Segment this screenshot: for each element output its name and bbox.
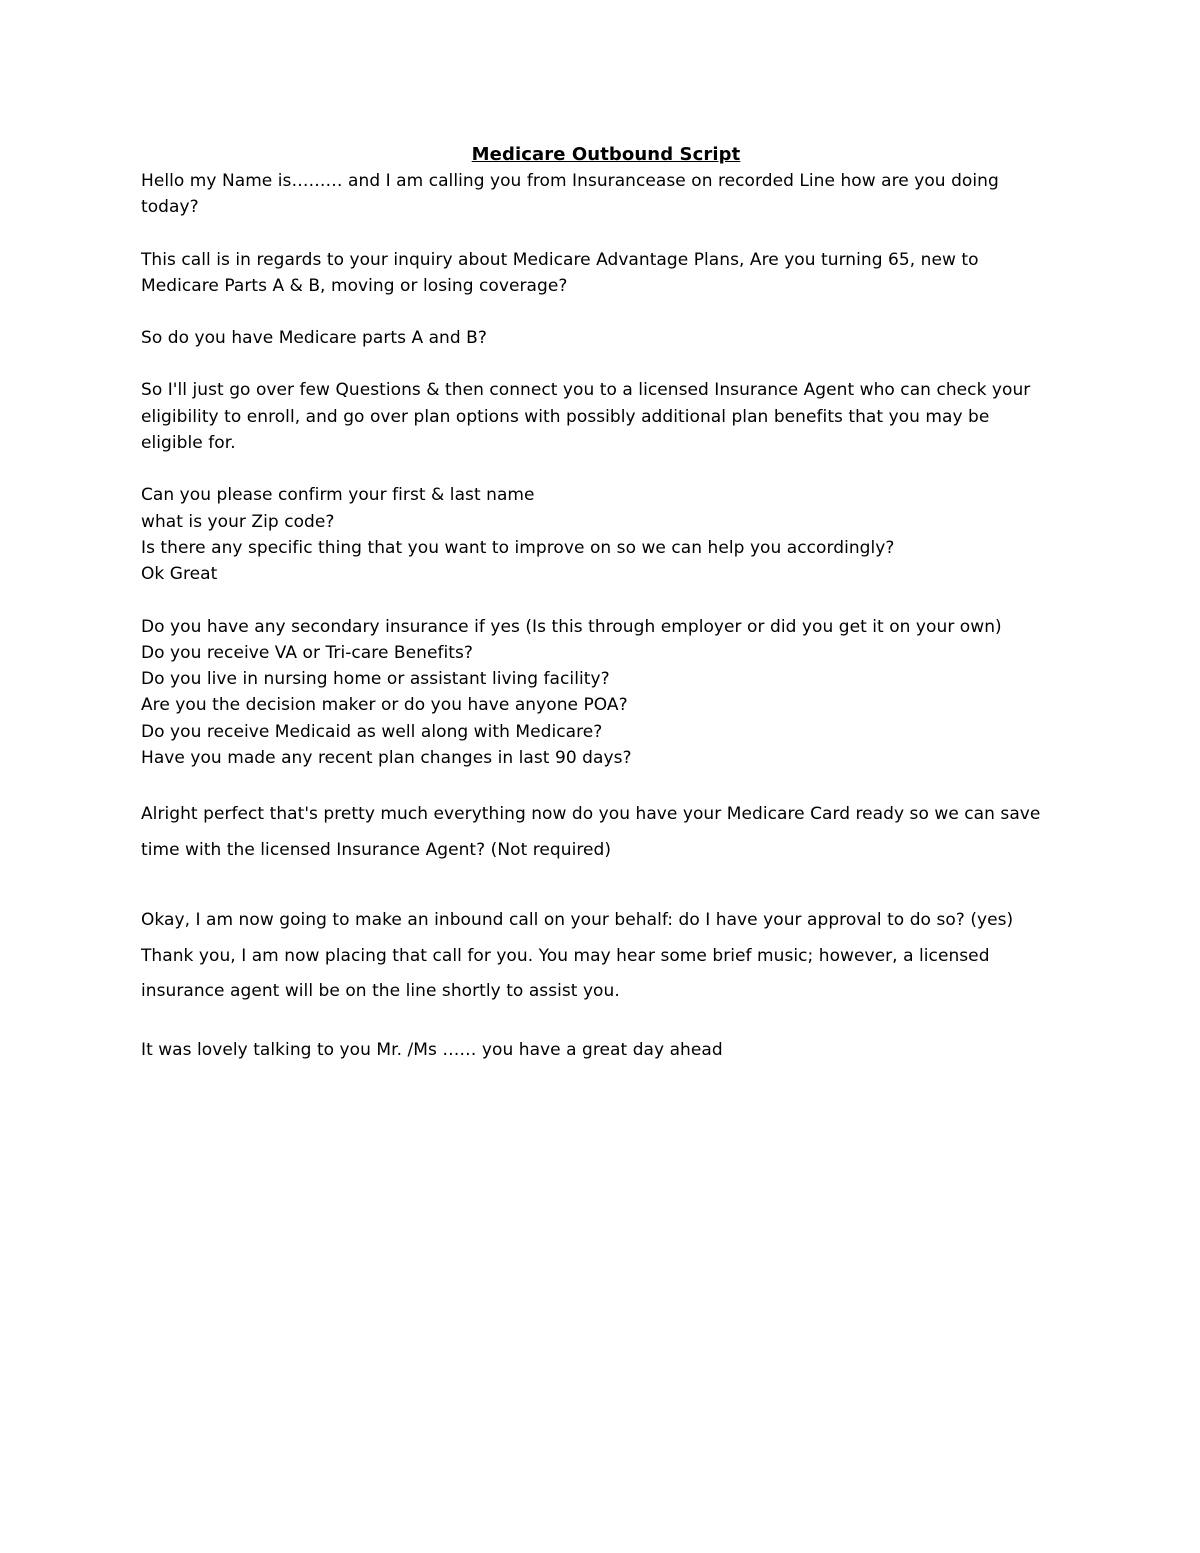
text-line: Can you please confirm your first & last name <box>141 485 535 506</box>
text-line: This call is in regards to your inquiry about Medicare Advantage Plans, Are you turning 65, new to <box>141 249 979 270</box>
paragraph-parts-question <box>141 325 1071 351</box>
text-line: Have you made any recent plan changes in last 90 days? <box>141 748 632 769</box>
text-line: Alright perfect that's pretty much everything now do you have your Medicare Card ready so we can save <box>141 804 1041 825</box>
text-line: It was lovely talking to you Mr. /Ms …… you have a great day ahead <box>141 1039 723 1060</box>
text-line: Thank you, I am now placing that call for you. You may hear some brief music; however, a licensed <box>141 945 990 966</box>
text-line: eligible for. <box>141 433 236 454</box>
text-line: eligibility to enroll, and go over plan options with possibly additional plan benefits that you may be <box>141 406 990 427</box>
paragraph-qualifying-questions <box>141 614 1071 772</box>
text-line: Ok Great <box>141 564 218 585</box>
paragraph-transfer-call <box>141 903 1071 1010</box>
text-line: So do you have Medicare parts A and B? <box>141 328 487 349</box>
paragraph-confirm-details <box>141 482 1071 587</box>
paragraph-inquiry <box>141 247 1071 300</box>
text-line: Do you live in nursing home or assistant living facility? <box>141 669 610 690</box>
text-line: today? <box>141 197 199 218</box>
text-line: Hello my Name is……… and I am calling you from Insurancease on recorded Line how are you doing <box>141 171 999 191</box>
paragraph-closing <box>141 1037 1071 1063</box>
paragraph-medicare-card <box>141 797 1071 868</box>
document-title: Medicare Outbound Script <box>471 144 741 165</box>
paragraph-greeting <box>141 168 1071 221</box>
text-line: Okay, I am now going to make an inbound call on your behalf: do I have your approval to do so? (yes) <box>141 910 1014 931</box>
text-line: Medicare Parts A & B, moving or losing coverage? <box>141 275 568 296</box>
text-line: insurance agent will be on the line shortly to assist you. <box>141 981 620 1002</box>
text-line: Is there any specific thing that you want to improve on so we can help you accordingly? <box>141 537 895 558</box>
text-line: So I'll just go over few Questions & then connect you to a licensed Insurance Agent who can check your <box>141 380 1031 401</box>
document-body <box>141 142 1071 1063</box>
text-line: time with the licensed Insurance Agent? (Not required) <box>141 839 612 860</box>
text-line: Do you receive Medicaid as well along with Medicare? <box>141 721 603 742</box>
text-line: what is your Zip code? <box>141 511 335 532</box>
text-line: Are you the decision maker or do you have anyone POA? <box>141 695 628 716</box>
paragraph-connect-agent <box>141 377 1071 456</box>
text-line: Do you receive VA or Tri-care Benefits? <box>141 642 473 663</box>
text-line: Do you have any secondary insurance if yes (Is this through employer or did you get it on your own) <box>141 616 1002 637</box>
